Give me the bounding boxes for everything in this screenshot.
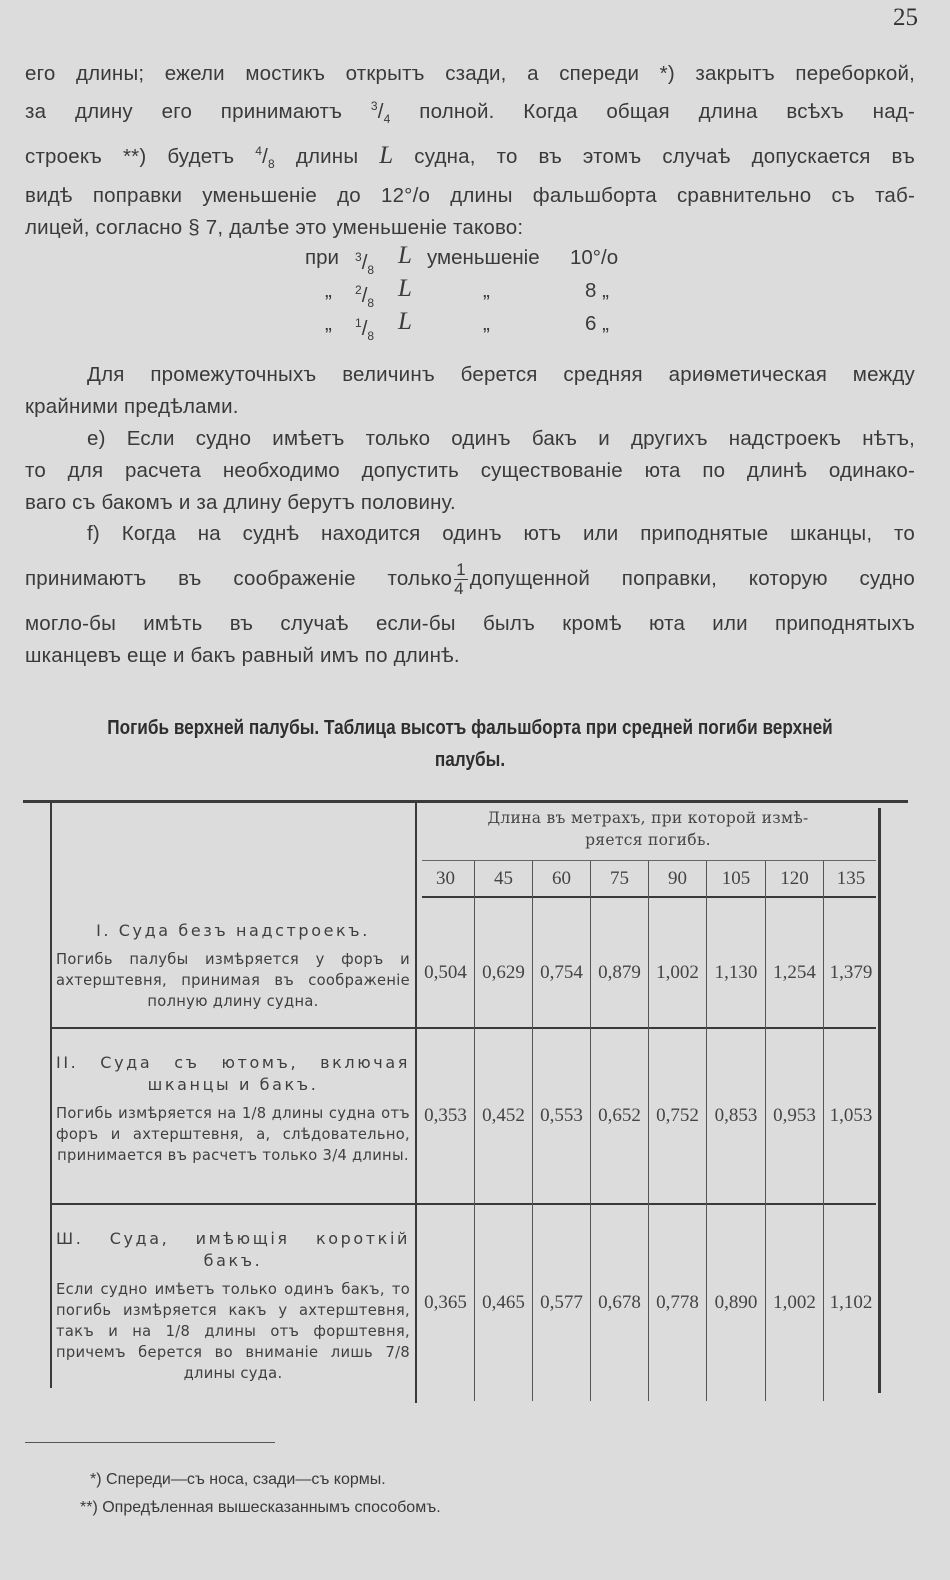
text-span: строекъ **) будетъ: [25, 144, 256, 168]
text-line: крайними предѣлами.: [25, 395, 239, 418]
row-description: Если судно имѣетъ только одинъ бакъ, то погибь измѣряется какъ у ахтерштевня, такъ и на 1/8 длины отъ форштевня, причемъ берется во вниманіе лишь 7/8 длины суда.: [56, 1281, 410, 1382]
reduction-word: уменьшеніе: [427, 246, 540, 269]
row-title: II. Суда съ ютомъ, включая шканцы и бакъ.: [56, 1053, 410, 1094]
table-cell: 0,754: [540, 962, 583, 983]
table-cell: 0,678: [598, 1292, 641, 1313]
reduction-prefix: „: [325, 279, 332, 302]
column-header: 45: [494, 868, 513, 889]
table-cell: 0,879: [598, 962, 641, 983]
reduction-row: при $^3/_8$ L уменьшеніе 10°/o: [305, 241, 635, 274]
table-cell: 0,353: [424, 1105, 467, 1126]
column-separator: [706, 861, 707, 1401]
table-title-line: Погибь верхней палубы. Таблица высотъ фальшборта при средней погиби верхней: [107, 717, 833, 739]
caption-rule: [422, 860, 876, 861]
text-line: e) Если судно имѣетъ только одинъ бакъ и другихъ надстроекъ нѣтъ,: [87, 427, 915, 450]
column-separator: [765, 861, 766, 1401]
length-symbol: L: [379, 141, 394, 169]
table-cell: 0,652: [598, 1105, 641, 1126]
table-cell: 1,254: [773, 962, 816, 983]
fraction-denominator: 4: [454, 579, 464, 599]
text-span: за длину его принимаютъ: [25, 99, 371, 123]
column-separator: [823, 861, 824, 1401]
table-cell: 0,890: [714, 1292, 758, 1313]
table-cell: 0,577: [540, 1292, 583, 1313]
reduction-row: „ $^2/_8$ L „ 8 „: [305, 274, 635, 307]
paragraph-f: [25, 518, 915, 672]
table-row-heading: [56, 1052, 410, 1166]
text-line: [25, 556, 915, 602]
fraction-denominator: 8: [367, 328, 375, 343]
ditto-mark: „: [483, 279, 490, 302]
text-line: то для расчета необходимо допустить существованіе юта по длинѣ одинако-: [25, 459, 915, 482]
column-separator: [474, 861, 475, 1401]
text-line: видѣ поправки уменьшеніе до 12°/o длины фальшборта сравнительно съ таб-: [25, 183, 915, 207]
page-number: 25: [893, 4, 918, 31]
table-cell: 0,752: [656, 1105, 699, 1126]
fraction-numerator: 1: [456, 560, 466, 580]
column-separator: [590, 861, 591, 1401]
fraction-denominator: 8: [367, 295, 375, 310]
table-right-border: [878, 808, 881, 1393]
footnote: [80, 1494, 441, 1522]
column-separator: [532, 861, 533, 1401]
row-title: I. Суда безъ надстроекъ.: [96, 921, 370, 940]
caption-line: ряется погибь.: [585, 831, 711, 849]
table-cell: 0,452: [482, 1105, 525, 1126]
fraction-numerator: 2: [355, 283, 362, 297]
reduction-value: 6 „: [585, 312, 609, 335]
reduction-value: 10°/o: [570, 246, 619, 269]
text-line: f) Когда на суднѣ находится одинъ ютъ или приподнятые шканцы, то: [87, 522, 915, 545]
column-header: 120: [780, 868, 809, 889]
length-symbol: L: [398, 242, 412, 269]
caption-line: Длина въ метрахъ, при которой измѣ-: [487, 809, 809, 827]
fraction-numerator: 3: [370, 99, 378, 113]
table-cell: 0,504: [424, 962, 467, 983]
text-line: ваго съ бакомъ и за длину берутъ половину.: [25, 491, 456, 514]
text-line: его длины; ежели мостикъ открытъ сзади, а спереди *) закрытъ переборкой,: [25, 62, 915, 85]
text-line: могло-бы имѣть въ случаѣ если-бы былъ кромѣ юта или приподнятыхъ: [25, 612, 915, 635]
table-top-rule: [23, 800, 908, 803]
column-separator: [648, 861, 649, 1401]
table-cell: 1,053: [829, 1105, 873, 1126]
text-line: Для промежуточныхъ величинъ берется средняя ариѳметическая между: [87, 363, 915, 386]
table-cell: 1,102: [829, 1292, 873, 1313]
row-separator: [52, 1203, 876, 1205]
text-span: допущенной поправки, которую судно: [469, 567, 915, 590]
table-title: [87, 712, 852, 776]
column-header: 60: [552, 868, 571, 889]
column-header: 90: [668, 868, 687, 889]
table-left-border: [50, 803, 52, 1388]
footnotes: [80, 1466, 441, 1522]
text-line: строекъ **) будетъ $^4/_8$ длины L судна, то въ этомъ случаѣ допускается въ: [25, 141, 915, 171]
table-cell: 1,379: [829, 962, 873, 983]
ditto-mark: „: [483, 312, 490, 335]
table-cell: 1,002: [773, 1292, 816, 1313]
footnote: [80, 1466, 441, 1494]
column-header: 75: [610, 868, 629, 889]
reduction-value: 8 „: [585, 279, 609, 302]
reduction-prefix: „: [325, 312, 332, 335]
table-title-line: палубы.: [434, 749, 506, 771]
footnote-divider: [25, 1442, 275, 1443]
text-span: полной. Когда общая длина всѣхъ над-: [390, 99, 915, 123]
text-span: длины: [274, 144, 380, 168]
footnote-text: Опредѣленная вышесказаннымъ способомъ.: [97, 1499, 441, 1516]
table-cell: 0,778: [656, 1292, 699, 1313]
table-cell: 0,553: [540, 1105, 583, 1126]
length-symbol: L: [398, 275, 412, 302]
table-row-heading: [56, 1228, 410, 1384]
table-cell: 0,629: [482, 962, 525, 983]
table-row-heading: [56, 920, 410, 1012]
footnote-mark: **): [80, 1499, 98, 1516]
reductions-list: [305, 241, 635, 343]
reduction-prefix: при: [305, 246, 339, 269]
column-header: 135: [836, 868, 866, 889]
table-cell: 1,130: [714, 962, 758, 983]
header-rule: [422, 896, 876, 898]
table-cell: 0,365: [424, 1292, 467, 1313]
table-cell: 0,853: [714, 1105, 758, 1126]
length-symbol: L: [398, 308, 412, 335]
fraction-numerator: 4: [255, 143, 263, 158]
text-line: шканцевъ еще и бакъ равный имъ по длинѣ.: [25, 644, 460, 667]
footnote-text: Спереди—съ носа, сзади—съ кормы.: [101, 1471, 386, 1488]
text-span: принимаютъ въ соображеніе только: [25, 567, 453, 590]
column-header: 105: [721, 868, 751, 889]
footnote-mark: *): [90, 1471, 102, 1488]
fraction-denominator: 4: [383, 111, 391, 126]
fraction-denominator: 8: [268, 156, 275, 171]
paragraph-bridge-length: [25, 58, 915, 244]
table-cell: 0,953: [773, 1105, 816, 1126]
row-title: Ш. Суда, имѣющія короткій бакъ.: [56, 1229, 410, 1270]
table-header-caption: [420, 807, 876, 851]
paragraph-intermediate: [25, 359, 915, 423]
text-line: лицей, согласно § 7, далѣе это уменьшеніе таково:: [25, 215, 524, 239]
fraction-numerator: 3: [355, 250, 362, 264]
fraction-denominator: 8: [367, 262, 375, 277]
table-cell: 0,465: [482, 1292, 525, 1313]
column-header: 30: [436, 868, 455, 889]
text-span: судна, то въ этомъ случаѣ допускается въ: [393, 144, 915, 168]
row-description: Погибь палубы измѣряется у форъ и ахтерштевня, принимая въ соображеніе полную длину судна.: [56, 951, 410, 1010]
fraction-one-quarter: [454, 561, 468, 598]
fraction-numerator: 1: [355, 316, 362, 330]
paragraph-e: [25, 423, 915, 519]
row-separator: [52, 1027, 876, 1029]
text-line: за длину его принимаютъ $^3/_4$ полной. Когда общая длина всѣхъ над-: [25, 99, 915, 126]
table-cell: 1,002: [656, 962, 699, 983]
row-description: Погибь измѣряется на 1/8 длины судна отъ форъ и ахтерштевня, а, слѣдовательно, принимается въ расчетъ только 3/4 длины.: [56, 1105, 410, 1164]
reduction-row: „ $^1/_8$ L „ 6 „: [305, 307, 635, 340]
